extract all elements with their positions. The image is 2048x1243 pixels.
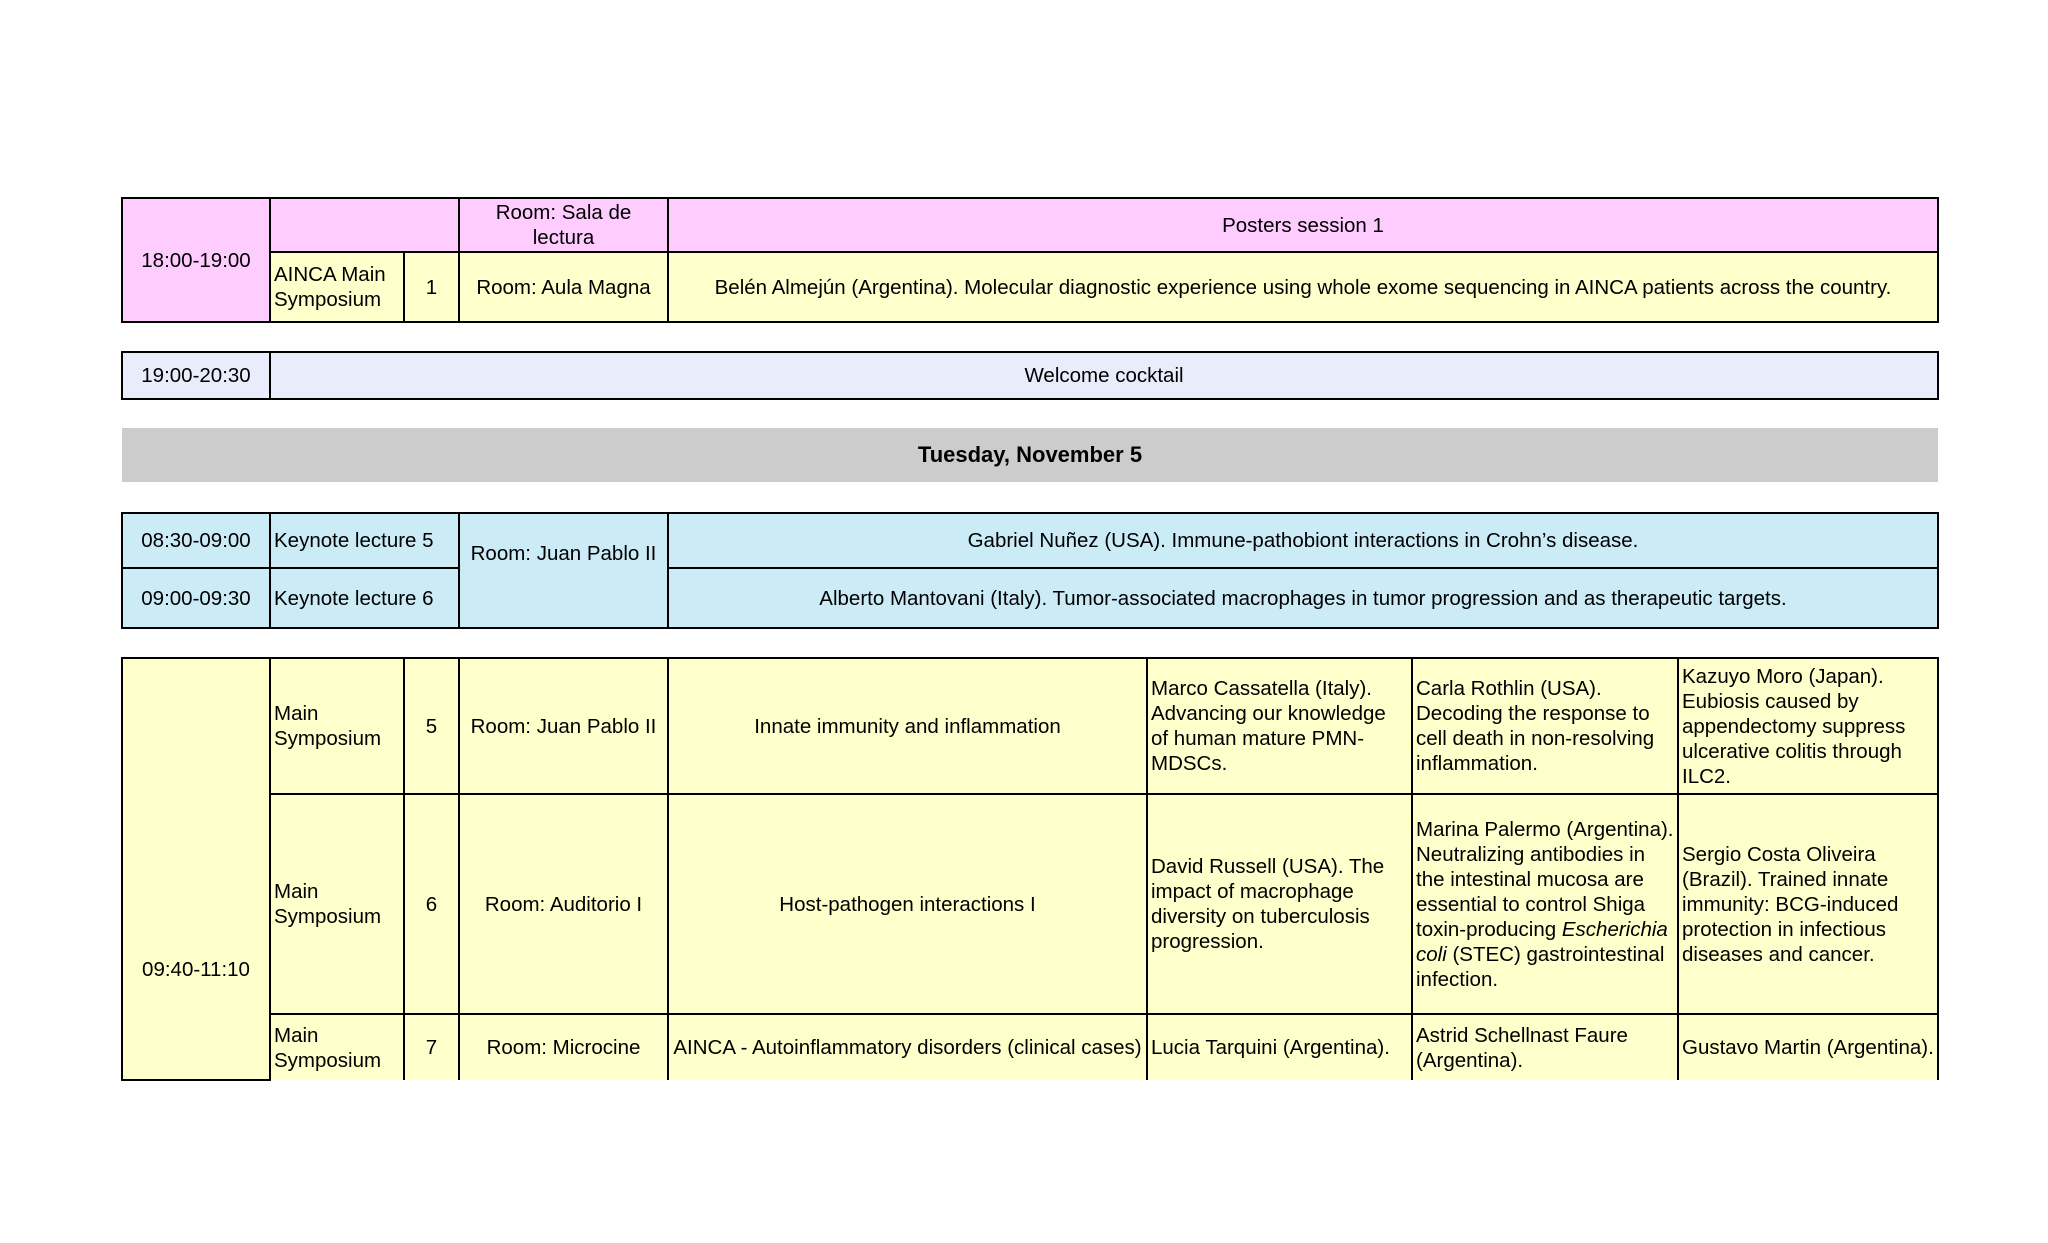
talk-cell: Alberto Mantovani (Italy). Tumor-associated macrophages in tumor progression and as therapeutic targets.	[668, 568, 1938, 628]
speaker-text: (STEC) gastrointestinal infection.	[1416, 942, 1665, 991]
room-cell: Room: Aula Magna	[459, 252, 668, 322]
session-number-cell: 1	[404, 252, 459, 322]
speaker-cell: Astrid Schellnast Faure (Argentina).	[1412, 1014, 1678, 1080]
session-type-cell: Main Symposium	[270, 1014, 404, 1080]
talk-cell: Belén Almejún (Argentina). Molecular diagnostic experience using whole exome sequencing in AINCA patients across the country.	[668, 252, 1938, 322]
symposia-table	[121, 657, 1939, 1081]
event-cell: Welcome cocktail	[270, 352, 1938, 399]
session-title-cell: AINCA - Autoinflammatory disorders (clinical cases)	[668, 1014, 1147, 1080]
welcome-table	[121, 351, 1939, 400]
speaker-cell: Carla Rothlin (USA). Decoding the response to cell death in non-resolving inflammation.	[1412, 658, 1678, 794]
room-cell: Room: Juan Pablo II	[459, 658, 668, 794]
speaker-cell: David Russell (USA). The impact of macrophage diversity on tuberculosis progression.	[1147, 794, 1412, 1014]
time-cell: 18:00-19:00	[122, 198, 270, 322]
room-cell: Room: Microcine	[459, 1014, 668, 1080]
speaker-cell	[1412, 794, 1678, 1014]
poster-session-cell: Posters session 1	[668, 198, 1938, 252]
session-type-cell: AINCA Main Symposium	[270, 252, 404, 322]
speaker-cell: Lucia Tarquini (Argentina).	[1147, 1014, 1412, 1080]
session-type-cell: Keynote lecture 5	[270, 513, 459, 568]
keynote-table	[121, 512, 1939, 629]
session-number-cell: 5	[404, 658, 459, 794]
time-cell: 08:30-09:00	[122, 513, 270, 568]
time-cell: 09:40-11:10	[122, 658, 270, 1080]
day-header: Tuesday, November 5	[122, 428, 1938, 482]
session-type-cell: Main Symposium	[270, 794, 404, 1014]
session-type-cell: Keynote lecture 6	[270, 568, 459, 628]
speaker-cell: Gustavo Martin (Argentina).	[1678, 1014, 1938, 1080]
session-type-cell: Main Symposium	[270, 658, 404, 794]
speaker-cell: Kazuyo Moro (Japan). Eubiosis caused by appendectomy suppress ulcerative colitis through ILC2.	[1678, 658, 1938, 794]
session-number-cell: 6	[404, 794, 459, 1014]
speaker-cell: Sergio Costa Oliveira (Brazil). Trained innate immunity: BCG-induced protection in infectious diseases and cancer.	[1678, 794, 1938, 1014]
evening-session-table	[121, 197, 1939, 323]
session-number-cell: 7	[404, 1014, 459, 1080]
talk-cell: Gabriel Nuñez (USA). Immune-pathobiont interactions in Crohn’s disease.	[668, 513, 1938, 568]
session-title-cell: Host-pathogen interactions I	[668, 794, 1147, 1014]
room-cell: Room: Sala de lectura	[459, 198, 668, 252]
speaker-cell: Marco Cassatella (Italy). Advancing our knowledge of human mature PMN-MDSCs.	[1147, 658, 1412, 794]
empty-cell	[270, 198, 459, 252]
time-cell: 09:00-09:30	[122, 568, 270, 628]
room-cell: Room: Juan Pablo II	[459, 513, 668, 628]
time-cell: 19:00-20:30	[122, 352, 270, 399]
session-title-cell: Innate immunity and inflammation	[668, 658, 1147, 794]
species-name: Escherichia coli	[1416, 917, 1668, 966]
speaker-text: Marina Palermo (Argentina). Neutralizing antibodies in the intestinal mucosa are essential to control Shiga toxin-producing	[1416, 817, 1674, 941]
room-cell: Room: Auditorio I	[459, 794, 668, 1014]
